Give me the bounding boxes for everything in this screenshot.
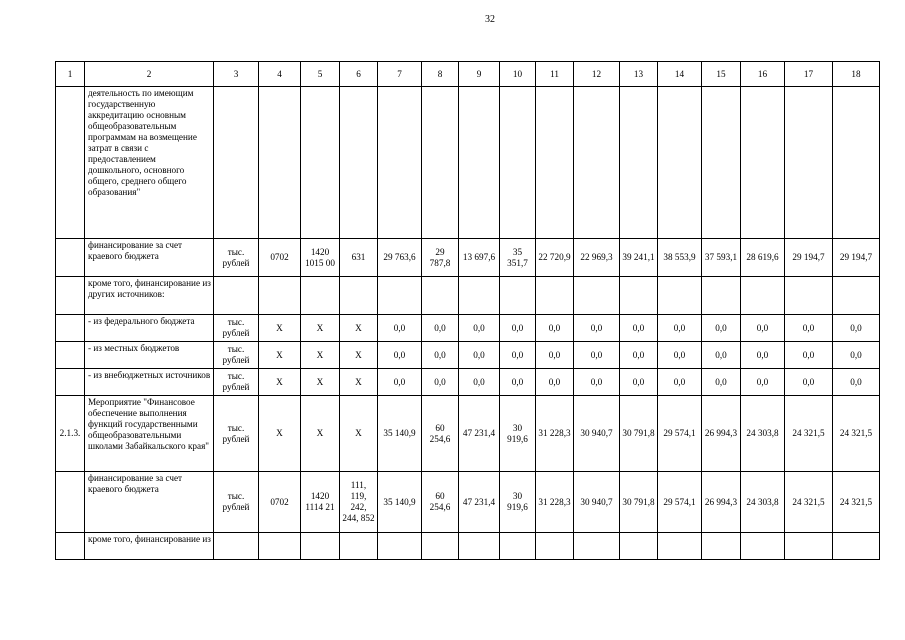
description-cell: Мероприятие "Финансовое обеспечение выполнения функций государственными общеобразовательными школами Забайкальского края"	[85, 396, 214, 472]
year-value-cell	[658, 533, 702, 560]
table-row	[56, 369, 880, 396]
section-code-cell: X	[259, 396, 301, 472]
year-value-cell	[422, 87, 459, 239]
year-value-cell: 0,0	[536, 369, 574, 396]
description-cell: - из внебюджетных источников	[85, 369, 214, 396]
year-value-cell	[378, 533, 422, 560]
year-value-cell: 0,0	[702, 342, 741, 369]
year-value-cell	[459, 533, 500, 560]
year-value-cell: 60 254,6	[422, 396, 459, 472]
year-value-cell	[574, 277, 620, 315]
year-value-cell: 26 994,3	[702, 472, 741, 533]
row-number-cell: 2.1.3.	[56, 396, 85, 472]
year-value-cell	[536, 533, 574, 560]
year-value-cell	[833, 533, 880, 560]
year-value-cell	[785, 533, 833, 560]
unit-cell: тыс. рублей	[214, 396, 259, 472]
table-row	[56, 472, 880, 533]
table-row	[56, 533, 880, 560]
year-value-cell: 35 140,9	[378, 472, 422, 533]
unit-cell: тыс. рублей	[214, 472, 259, 533]
year-value-cell: 24 321,5	[833, 396, 880, 472]
expense-code-cell	[340, 277, 378, 315]
year-value-cell: 0,0	[833, 342, 880, 369]
year-value-cell	[702, 533, 741, 560]
year-value-cell	[500, 533, 536, 560]
year-value-cell: 0,0	[702, 315, 741, 342]
year-value-cell	[422, 533, 459, 560]
expense-code-cell: X	[340, 369, 378, 396]
year-value-cell: 39 241,1	[620, 239, 658, 277]
header-cell: 6	[340, 62, 378, 87]
description-cell: финансирование за счет краевого бюджета	[85, 239, 214, 277]
year-value-cell: 24 321,5	[785, 472, 833, 533]
expense-code-cell: 111, 119, 242, 244, 852	[340, 472, 378, 533]
year-value-cell	[741, 277, 785, 315]
row-number-cell	[56, 533, 85, 560]
target-code-cell: X	[301, 369, 340, 396]
row-number-cell	[56, 277, 85, 315]
table-row	[56, 315, 880, 342]
target-code-cell	[301, 533, 340, 560]
year-value-cell: 0,0	[620, 369, 658, 396]
expense-code-cell: X	[340, 342, 378, 369]
year-value-cell: 0,0	[459, 315, 500, 342]
year-value-cell: 38 553,9	[658, 239, 702, 277]
unit-cell	[214, 277, 259, 315]
year-value-cell	[741, 87, 785, 239]
year-value-cell: 24 303,8	[741, 472, 785, 533]
header-cell: 18	[833, 62, 880, 87]
target-code-cell: 1420 1114 21	[301, 472, 340, 533]
year-value-cell: 0,0	[658, 369, 702, 396]
unit-cell: тыс. рублей	[214, 315, 259, 342]
table-row	[56, 239, 880, 277]
expense-code-cell	[340, 533, 378, 560]
year-value-cell	[702, 87, 741, 239]
year-value-cell: 0,0	[741, 315, 785, 342]
year-value-cell	[422, 277, 459, 315]
year-value-cell: 0,0	[833, 315, 880, 342]
header-cell: 4	[259, 62, 301, 87]
expense-code-cell: X	[340, 396, 378, 472]
expense-code-cell: 631	[340, 239, 378, 277]
unit-cell	[214, 87, 259, 239]
year-value-cell: 0,0	[574, 369, 620, 396]
year-value-cell: 0,0	[536, 342, 574, 369]
year-value-cell	[620, 277, 658, 315]
section-code-cell: X	[259, 315, 301, 342]
year-value-cell: 13 697,6	[459, 239, 500, 277]
header-cell: 12	[574, 62, 620, 87]
year-value-cell	[658, 277, 702, 315]
year-value-cell: 0,0	[658, 315, 702, 342]
row-number-cell	[56, 315, 85, 342]
row-number-cell	[56, 342, 85, 369]
year-value-cell	[500, 87, 536, 239]
year-value-cell	[459, 277, 500, 315]
year-value-cell: 0,0	[378, 342, 422, 369]
year-value-cell: 30 919,6	[500, 396, 536, 472]
year-value-cell: 0,0	[500, 369, 536, 396]
header-cell: 14	[658, 62, 702, 87]
target-code-cell	[301, 87, 340, 239]
header-cell: 13	[620, 62, 658, 87]
year-value-cell: 35 351,7	[500, 239, 536, 277]
year-value-cell	[536, 277, 574, 315]
year-value-cell: 29 763,6	[378, 239, 422, 277]
year-value-cell: 0,0	[378, 369, 422, 396]
year-value-cell: 47 231,4	[459, 472, 500, 533]
unit-cell	[214, 533, 259, 560]
year-value-cell	[741, 533, 785, 560]
year-value-cell: 0,0	[459, 369, 500, 396]
year-value-cell: 24 321,5	[833, 472, 880, 533]
header-cell: 7	[378, 62, 422, 87]
year-value-cell	[702, 277, 741, 315]
year-value-cell: 0,0	[785, 342, 833, 369]
year-value-cell: 0,0	[833, 369, 880, 396]
target-code-cell: X	[301, 342, 340, 369]
row-number-cell	[56, 472, 85, 533]
unit-cell: тыс. рублей	[214, 369, 259, 396]
year-value-cell: 0,0	[574, 315, 620, 342]
table-row	[56, 277, 880, 315]
year-value-cell: 35 140,9	[378, 396, 422, 472]
unit-cell: тыс. рублей	[214, 239, 259, 277]
year-value-cell: 29 194,7	[833, 239, 880, 277]
section-code-cell	[259, 277, 301, 315]
description-cell: - из федерального бюджета	[85, 315, 214, 342]
year-value-cell: 0,0	[741, 342, 785, 369]
year-value-cell: 30 940,7	[574, 472, 620, 533]
year-value-cell: 26 994,3	[702, 396, 741, 472]
year-value-cell	[833, 277, 880, 315]
table-row	[56, 87, 880, 239]
header-cell: 3	[214, 62, 259, 87]
year-value-cell: 22 720,9	[536, 239, 574, 277]
year-value-cell: 0,0	[785, 315, 833, 342]
table-row	[56, 396, 880, 472]
year-value-cell: 0,0	[422, 315, 459, 342]
year-value-cell: 0,0	[620, 315, 658, 342]
budget-table	[55, 61, 880, 560]
header-cell: 15	[702, 62, 741, 87]
year-value-cell: 0,0	[574, 342, 620, 369]
year-value-cell: 30 791,8	[620, 396, 658, 472]
year-value-cell	[620, 533, 658, 560]
year-value-cell: 0,0	[658, 342, 702, 369]
section-code-cell: X	[259, 369, 301, 396]
expense-code-cell	[340, 87, 378, 239]
row-number-cell	[56, 369, 85, 396]
table-row	[56, 342, 880, 369]
page-number: 32	[485, 14, 495, 25]
year-value-cell: 0,0	[702, 369, 741, 396]
year-value-cell: 29 787,8	[422, 239, 459, 277]
year-value-cell: 29 194,7	[785, 239, 833, 277]
target-code-cell: X	[301, 396, 340, 472]
description-cell: деятельность по имеющим государственную аккредитацию основным общеобразовательным программам на возмещение затрат в связи с предоставлением дошкольного, основного общего, среднего общего образования"	[85, 87, 214, 239]
target-code-cell: 1420 1015 00	[301, 239, 340, 277]
year-value-cell	[785, 277, 833, 315]
year-value-cell: 30 919,6	[500, 472, 536, 533]
year-value-cell: 31 228,3	[536, 396, 574, 472]
year-value-cell: 0,0	[500, 342, 536, 369]
year-value-cell: 0,0	[620, 342, 658, 369]
header-cell: 5	[301, 62, 340, 87]
table-header-row	[56, 62, 880, 87]
year-value-cell: 0,0	[459, 342, 500, 369]
header-cell: 1	[56, 62, 85, 87]
year-value-cell: 0,0	[500, 315, 536, 342]
year-value-cell: 0,0	[378, 315, 422, 342]
unit-cell: тыс. рублей	[214, 342, 259, 369]
target-code-cell: X	[301, 315, 340, 342]
year-value-cell	[500, 277, 536, 315]
year-value-cell	[785, 87, 833, 239]
year-value-cell	[459, 87, 500, 239]
year-value-cell: 0,0	[741, 369, 785, 396]
year-value-cell: 29 574,1	[658, 472, 702, 533]
year-value-cell: 31 228,3	[536, 472, 574, 533]
year-value-cell: 28 619,6	[741, 239, 785, 277]
year-value-cell	[574, 533, 620, 560]
header-cell: 2	[85, 62, 214, 87]
header-cell: 10	[500, 62, 536, 87]
year-value-cell: 22 969,3	[574, 239, 620, 277]
year-value-cell	[574, 87, 620, 239]
section-code-cell: 0702	[259, 239, 301, 277]
section-code-cell	[259, 533, 301, 560]
year-value-cell	[378, 277, 422, 315]
year-value-cell	[620, 87, 658, 239]
description-cell: кроме того, финансирование из других источников:	[85, 277, 214, 315]
year-value-cell: 30 791,8	[620, 472, 658, 533]
year-value-cell: 37 593,1	[702, 239, 741, 277]
section-code-cell	[259, 87, 301, 239]
section-code-cell: 0702	[259, 472, 301, 533]
description-cell: финансирование за счет краевого бюджета	[85, 472, 214, 533]
row-number-cell	[56, 239, 85, 277]
year-value-cell: 30 940,7	[574, 396, 620, 472]
year-value-cell: 60 254,6	[422, 472, 459, 533]
header-cell: 8	[422, 62, 459, 87]
year-value-cell	[833, 87, 880, 239]
year-value-cell: 0,0	[422, 369, 459, 396]
description-cell: - из местных бюджетов	[85, 342, 214, 369]
year-value-cell: 24 303,8	[741, 396, 785, 472]
year-value-cell: 29 574,1	[658, 396, 702, 472]
year-value-cell	[536, 87, 574, 239]
year-value-cell: 0,0	[785, 369, 833, 396]
header-cell: 17	[785, 62, 833, 87]
header-cell: 16	[741, 62, 785, 87]
year-value-cell: 24 321,5	[785, 396, 833, 472]
section-code-cell: X	[259, 342, 301, 369]
description-cell: кроме того, финансирование из	[85, 533, 214, 560]
target-code-cell	[301, 277, 340, 315]
expense-code-cell: X	[340, 315, 378, 342]
year-value-cell	[378, 87, 422, 239]
header-cell: 9	[459, 62, 500, 87]
header-cell: 11	[536, 62, 574, 87]
year-value-cell: 47 231,4	[459, 396, 500, 472]
year-value-cell: 0,0	[536, 315, 574, 342]
row-number-cell	[56, 87, 85, 239]
year-value-cell: 0,0	[422, 342, 459, 369]
year-value-cell	[658, 87, 702, 239]
